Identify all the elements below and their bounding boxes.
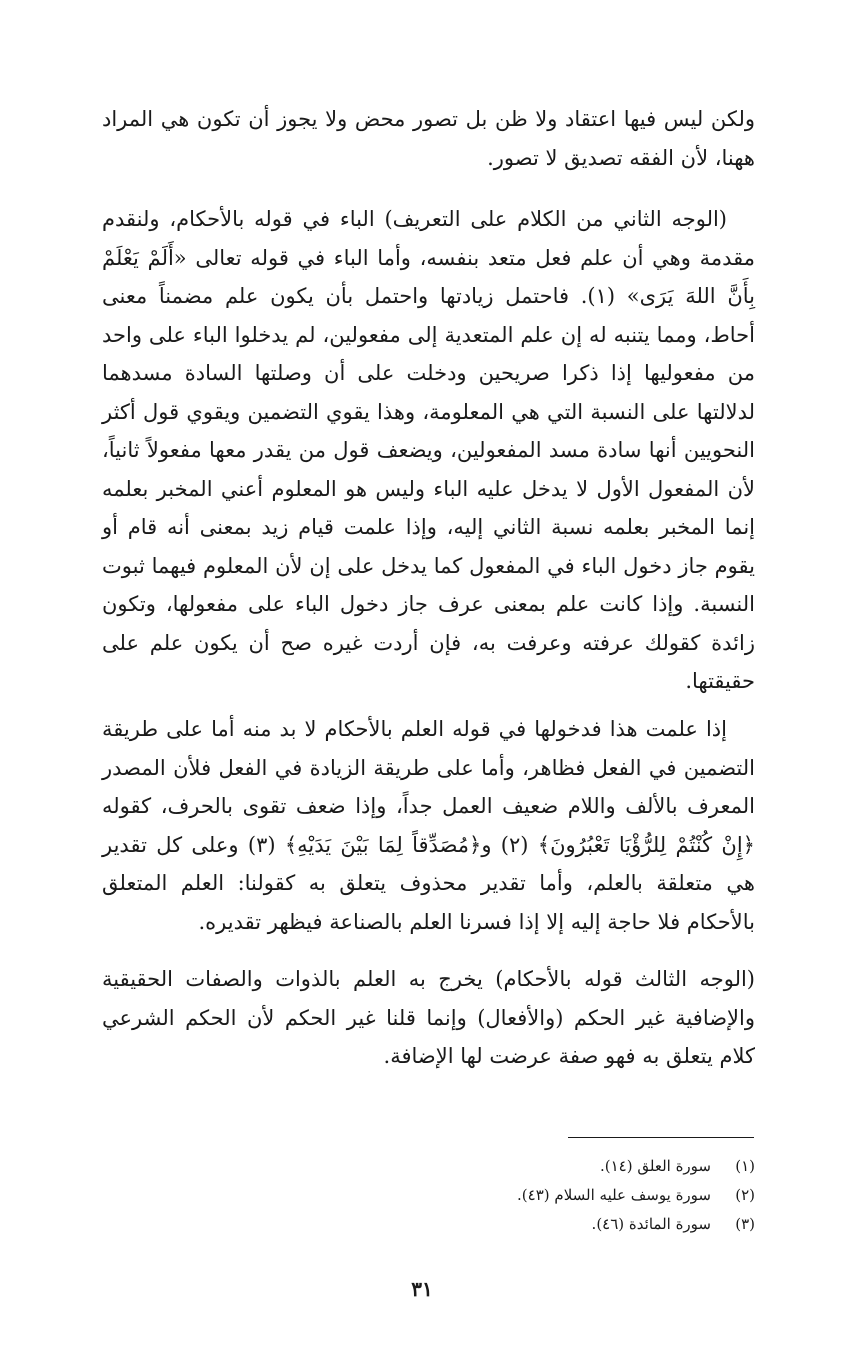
- footnote-item: [300, 1181, 755, 1210]
- footnote-text: سورة يوسف عليه السلام (٤٣).: [517, 1186, 711, 1204]
- paragraph-text: (الوجه الثاني من الكلام على التعريف) الباء في قوله بالأحكام، ولنقدم مقدمة وهي أن علم فعل متعد بنفسه، وأما الباء في قوله تعالى «أَلَمْ يَعْلَمْ بِأَنَّ اللهَ يَرَى» (١). فاحتمل زيادتها واحتمل بأن يكون علم مضمناً معنى أحاط، ومما يتنبه له إن علم المتعدية إلى مفعولين، لم يدخلوا الباء على واحد من مفعوليها إذا ذكرا صريحين ودخلت على أن وصلتها السادة مسدهما لدلالتها على النسبة التي هي المعلومة، وهذا يقوي التضمين ويقوي قول أكثر النحويين أنها سادة مسد المفعولين، ويضعف قول من يقدر معها مفعولاً ثانياً، لأن المفعول الأول لا يدخل عليه الباء وليس هو المعلوم أعني المخبر بعلمه إنما المخبر بعلمه نسبة الثاني إليه، وإذا علمت قيام زيد بمعنى أنه قام أو يقوم جاز دخول الباء في المفعول كما يدخل على إن لأن المعلوم فيهما ثبوت النسبة. وإذا كانت علم بمعنى عرف جاز دخول الباء على مفعولها، وتكون زائدة كقولك عرفته وعرفت به، فإن أردت غيره صح أن يكون علم على حقيقتها.: [102, 207, 755, 693]
- footnote-number: (٢): [735, 1186, 755, 1204]
- footnote-number: (٣): [735, 1215, 755, 1233]
- footnote-divider: [568, 1137, 754, 1138]
- footnote-text: سورة العلق (١٤).: [599, 1157, 711, 1175]
- paragraph-ba-usage: [102, 710, 755, 941]
- paragraph-continuation: [102, 100, 755, 177]
- paragraph-text: إذا علمت هذا فدخولها في قوله العلم بالأحكام لا بد منه أما على طريقة التضمين في الفعل فظاهر، وأما على طريقة الزيادة في الفعل فلأن المصدر المعرف بالألف واللام ضعيف العمل جداً، وإذا ضعف تقوى بالحرف، كقوله ﴿إِنْ كُنْتُمْ لِلرُّؤْيَا تَعْبُرُونَ﴾ (٢) و﴿مُصَدِّقاً لِمَا بَيْنَ يَدَيْهِ﴾ (٣) وعلى كل تقدير هي متعلقة بالعلم، وأما تقدير محذوف يتعلق به كقولنا: العلم المتعلق بالأحكام فلا حاجة إليه إلا إذا فسرنا العلم بالصناعة فيظهر تقديره.: [102, 717, 755, 934]
- paragraph-third-aspect: [102, 960, 755, 1076]
- paragraph-text: (الوجه الثالث قوله بالأحكام) يخرج به العلم بالذوات والصفات الحقيقية والإضافية غير الحكم (والأفعال) وإنما قلنا غير الحكم لأن الحكم الشرعي كلام يتعلق به فهو صفة عرضت لها الإضافة.: [102, 967, 755, 1068]
- footnote-item: [300, 1210, 755, 1239]
- footnotes-list: [300, 1152, 755, 1239]
- page-number: ٣١: [411, 1277, 433, 1301]
- footnote-item: [300, 1152, 755, 1181]
- paragraph-second-aspect: [102, 200, 755, 701]
- footnote-text: سورة المائدة (٤٦).: [591, 1215, 711, 1233]
- footnote-number: (١): [735, 1157, 755, 1175]
- paragraph-text: ولكن ليس فيها اعتقاد ولا ظن بل تصور محض ولا يجوز أن تكون هي المراد ههنا، لأن الفقه تصديق لا تصور.: [102, 107, 755, 170]
